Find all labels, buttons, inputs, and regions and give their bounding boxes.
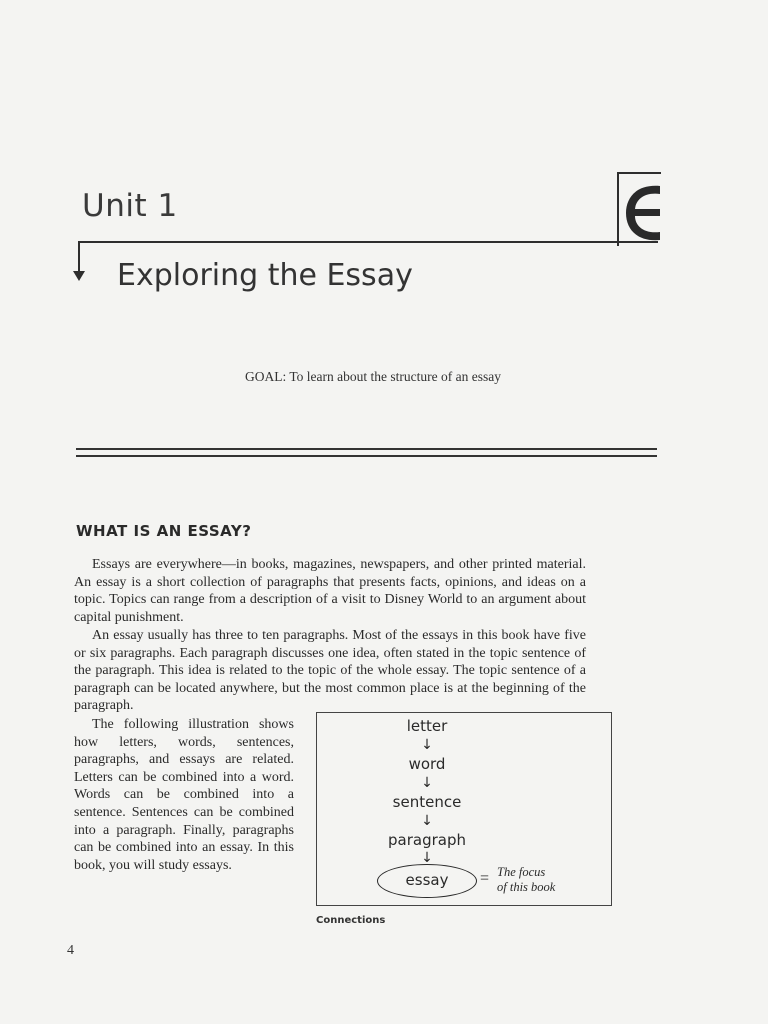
- focus-note: [497, 865, 555, 895]
- paragraph-1: Essays are everywhere—in books, magazines, newspapers, and other printed material. An essay is a short collection of paragraphs that presents facts, opinions, and ideas on a topic. Topics can range from a description of a visit to Disney World to an argument about capital punishment.: [74, 557, 586, 625]
- focus-note-line-1: The focus: [497, 865, 546, 879]
- equals-sign: =: [480, 870, 490, 887]
- arrow-down-icon: ↓: [421, 775, 433, 791]
- diagram-step-sentence: sentence: [392, 793, 462, 811]
- paragraph-2: An essay usually has three to ten paragraphs. Most of the essays in this book have five or six paragraphs. Each paragraph discusses one idea, often stated in the topic sentence of the paragraph. This idea is related to the topic of the whole essay. The topic sentence of a paragraph can be located anywhere, but the most common place is at the beginning of the paragraph.: [74, 628, 586, 714]
- goal-statement: GOAL: To learn about the structure of an essay: [245, 369, 501, 384]
- unit-header-rule: [78, 241, 658, 243]
- divider-top: [76, 448, 657, 450]
- section-heading: WHAT IS AN ESSAY?: [76, 522, 252, 540]
- book-caption: Connections: [316, 915, 386, 926]
- unit-emblem-icon: [622, 180, 662, 246]
- arrow-down-icon: ↓: [421, 737, 433, 753]
- structure-diagram: [316, 712, 612, 906]
- divider-bottom: [76, 455, 657, 457]
- focus-note-line-2: of this book: [497, 880, 556, 894]
- diagram-step-paragraph: paragraph: [388, 831, 466, 849]
- arrow-down-icon: ↓: [421, 850, 433, 866]
- diagram-step-essay: essay: [405, 871, 449, 889]
- diagram-step-letter: letter: [406, 717, 448, 735]
- unit-label: Unit 1: [82, 188, 178, 224]
- paragraph-3: The following illustration shows how letters, words, sentences, paragraphs, and essays are related. Letters can be combined into a word. Words can be combined into a sentence. Sentences can be combined into a paragraph. Finally, paragraphs can be combined into an essay. In this book, you will study essays.: [74, 717, 294, 873]
- arrow-down-icon: ↓: [421, 813, 433, 829]
- down-arrow-icon: [73, 271, 85, 281]
- diagram-step-word: word: [408, 755, 446, 773]
- page-number: 4: [67, 943, 74, 958]
- unit-title: Exploring the Essay: [117, 258, 413, 293]
